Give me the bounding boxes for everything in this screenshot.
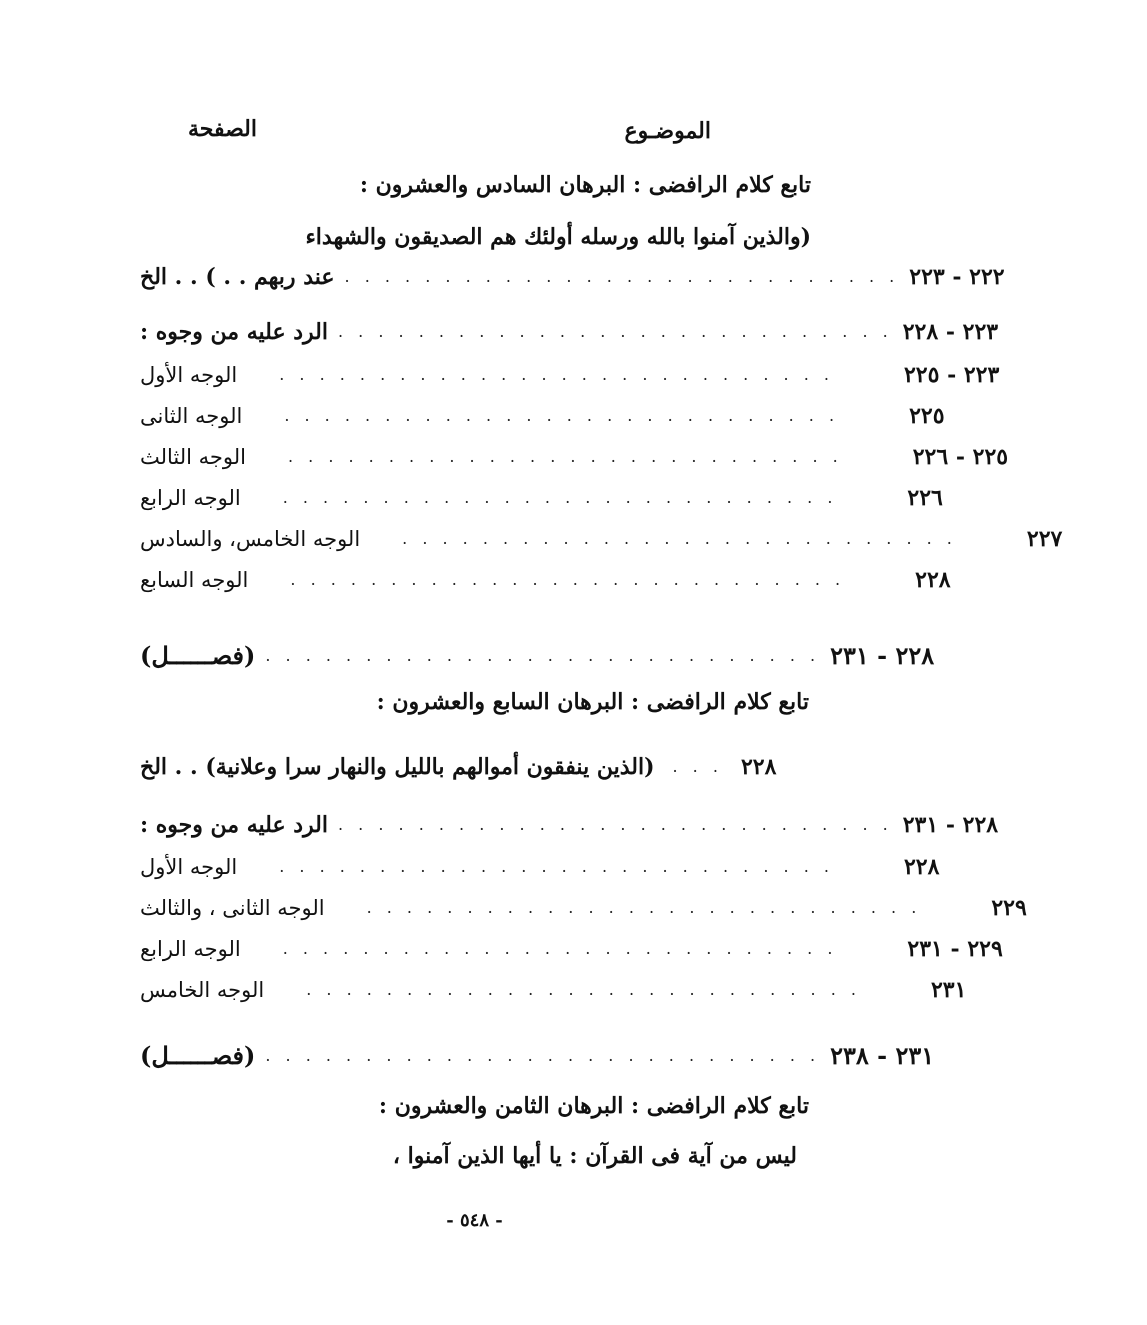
section1-verse-pages: ٢٢٢ - ٢٢٣ bbox=[909, 264, 1005, 290]
leader-dots: . . . . . . . . . . . . . . . . . . . . . . . . . . . . bbox=[344, 267, 900, 286]
section2-verse-entry bbox=[140, 747, 810, 787]
page-number: - ٥٤٨ - bbox=[446, 1210, 503, 1231]
entry-label: الوجه الثالث bbox=[140, 445, 246, 469]
leader-dots: . . . . . . . . . . . . . . . . . . . . . . . . . . . . bbox=[338, 815, 893, 834]
section2-verse-pages: ٢٢٨ bbox=[740, 754, 777, 780]
entry-label: الوجه الأول bbox=[140, 855, 238, 879]
toc-entry bbox=[140, 519, 1063, 559]
leader-dots: . . . . . . . . . . . . . . . . . . . . . . . . . . . . bbox=[265, 646, 821, 665]
section2-reply-entry bbox=[140, 805, 999, 845]
section1-reply-label: الرد عليه من وجوه : bbox=[140, 319, 328, 345]
leader-dots: . . . . . . . . . . . . . . . . . . . . . . . . . . . . bbox=[282, 488, 838, 507]
entry-label: الوجه الخامس bbox=[140, 978, 265, 1002]
toc-entry bbox=[140, 847, 940, 887]
toc-entry bbox=[140, 560, 951, 600]
leader-dots: . . . . . . . . . . . . . . . . . . . . . . . . . . . . bbox=[306, 980, 861, 999]
leader-dots: . . . . . . . . . . . . . . . . . . . . . . . . . . . . bbox=[265, 1046, 821, 1065]
entry-pages: ٢٢٣ - ٢٢٥ bbox=[903, 362, 1000, 388]
section3-intro: تابع كلام الرافضى : البرهان الثامن والعشرون : bbox=[378, 1093, 809, 1119]
entry-label: الوجه السابع bbox=[140, 568, 249, 592]
leader-dots: . . . . . . . . . . . . . . . . . . . . . . . . . . . . bbox=[279, 365, 834, 384]
entry-pages: ٢٢٥ bbox=[909, 403, 945, 429]
leader-dots: . . . bbox=[672, 757, 723, 776]
entry-label: الوجه الرابع bbox=[140, 486, 241, 510]
entry-pages: ٢٢٧ bbox=[1026, 526, 1063, 552]
section3-text: ليس من آية فى القرآن : يا أيها الذين آمنوا ، bbox=[392, 1143, 797, 1169]
entry-pages: ٢٢٨ bbox=[903, 854, 940, 880]
section1-verse-line2: عند ربهم . . ) . . الخ bbox=[140, 264, 335, 290]
entry-label: الوجه الرابع bbox=[140, 937, 241, 961]
section1-reply-entry bbox=[140, 312, 999, 352]
section2-reply-pages: ٢٢٨ - ٢٣١ bbox=[902, 812, 999, 838]
entry-label: الوجه الثانى bbox=[140, 404, 243, 428]
subject-column-header: الموضـوع bbox=[624, 118, 711, 144]
section1-reply-pages: ٢٢٣ - ٢٢٨ bbox=[902, 319, 999, 345]
toc-entry bbox=[140, 929, 1003, 969]
fasl-pages: ٢٣١ - ٢٣٨ bbox=[830, 1041, 935, 1070]
toc-entry bbox=[140, 888, 1027, 928]
leader-dots: . . . . . . . . . . . . . . . . . . . . . . . . . . . . bbox=[402, 529, 957, 548]
entry-pages: ٢٢٦ bbox=[907, 485, 943, 511]
entry-pages: ٢٣١ bbox=[930, 977, 967, 1003]
toc-entry bbox=[140, 478, 943, 518]
toc-entry bbox=[140, 355, 1000, 395]
leader-dots: . . . . . . . . . . . . . . . . . . . . . . . . . . . . bbox=[282, 939, 838, 958]
fasl-pages: ٢٢٨ - ٢٣١ bbox=[830, 641, 935, 670]
entry-label: الوجه الأول bbox=[140, 363, 238, 387]
toc-entry bbox=[140, 970, 967, 1010]
section1-intro: تابع كلام الرافضى : البرهان السادس والعشرون : bbox=[359, 172, 811, 198]
entry-label: الوجه الثانى ، والثالث bbox=[140, 896, 325, 920]
leader-dots: . . . . . . . . . . . . . . . . . . . . . . . . . . . . bbox=[284, 406, 840, 425]
leader-dots: . . . . . . . . . . . . . . . . . . . . . . . . . . . . bbox=[287, 447, 843, 466]
section2-verse: (الذين ينفقون أموالهم بالليل والنهار سرا وعلانية) . . الخ bbox=[140, 754, 655, 780]
leader-dots: . . . . . . . . . . . . . . . . . . . . . . . . . . . . bbox=[338, 322, 893, 341]
toc-entry bbox=[140, 437, 1009, 477]
section2-intro: تابع كلام الرافضى : البرهان السابع والعشرون : bbox=[376, 689, 809, 715]
section2-reply-label: الرد عليه من وجوه : bbox=[140, 812, 328, 838]
entry-pages: ٢٢٥ - ٢٢٦ bbox=[912, 444, 1009, 470]
fasl-label: (فصــــــل) bbox=[140, 641, 256, 670]
section1-verse-line1: (والذين آمنوا بالله ورسله أولئك هم الصديقون والشهداء bbox=[305, 224, 811, 250]
entry-pages: ٢٢٨ bbox=[915, 567, 951, 593]
leader-dots: . . . . . . . . . . . . . . . . . . . . . . . . . . . . bbox=[366, 898, 922, 917]
toc-entry bbox=[140, 396, 945, 436]
fasl-entry bbox=[140, 636, 935, 676]
leader-dots: . . . . . . . . . . . . . . . . . . . . . . . . . . . . bbox=[290, 570, 846, 589]
leader-dots: . . . . . . . . . . . . . . . . . . . . . . . . . . . . bbox=[279, 857, 834, 876]
section1-verse-entry bbox=[140, 257, 1005, 297]
fasl-entry bbox=[140, 1036, 935, 1076]
entry-label: الوجه الخامس، والسادس bbox=[140, 527, 361, 551]
fasl-label: (فصــــــل) bbox=[140, 1041, 256, 1070]
entry-pages: ٢٢٩ - ٢٣١ bbox=[907, 936, 1003, 962]
entry-pages: ٢٢٩ bbox=[991, 895, 1027, 921]
page-column-header: الصفحة bbox=[187, 116, 257, 142]
